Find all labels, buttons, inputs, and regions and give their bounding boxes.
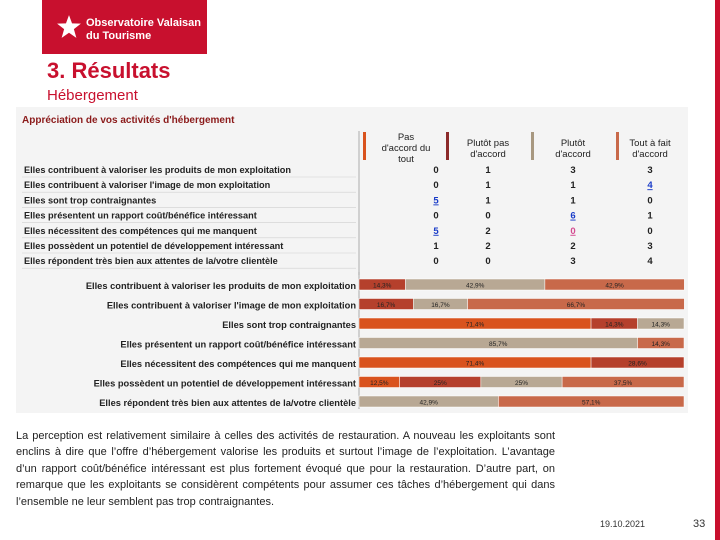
table-cell: 0 — [485, 210, 491, 222]
table-cell: 1 — [647, 210, 653, 222]
bar-row-label: Elles contribuent à valoriser les produits de mon exploitation — [85, 281, 356, 291]
bar-data-label: 16,7% — [376, 302, 396, 309]
table-row-label: Elles contribuent à valoriser l'image de mon exploitation — [24, 180, 271, 191]
column-accent-2 — [446, 132, 449, 160]
table-cell: 3 — [647, 165, 653, 176]
bar-data-label: 28,6% — [628, 360, 647, 368]
table-cell: 3 — [647, 241, 653, 252]
column-accent-1 — [363, 132, 366, 160]
column-header-2-line-2: d'accord — [470, 149, 506, 160]
bar-data-label: 14,3% — [651, 341, 670, 348]
table-cell: 0 — [485, 256, 491, 268]
appreciation-chart — [16, 107, 688, 413]
table-cell: 0 — [570, 225, 576, 237]
column-header-3-line-1: Plutôt — [560, 138, 586, 149]
bar-data-label: 16,7% — [431, 302, 450, 309]
footer-date: 19.10.2021 — [600, 519, 646, 529]
bar-row-label: Elles sont trop contraignantes — [222, 320, 356, 330]
table-cell: 2 — [485, 225, 491, 237]
table-cell: 0 — [433, 165, 439, 176]
table-cell: 1 — [485, 195, 491, 207]
bar-row-label: Elles répondent très bien aux attentes de la/votre clientèle — [99, 398, 356, 408]
bar-data-label: 14,3% — [373, 282, 392, 290]
column-header-2-line-1: Plutôt pas — [466, 138, 510, 149]
bar-data-label: 85,7% — [489, 341, 508, 348]
table-row-label: Elles sont trop contraignantes — [24, 195, 157, 206]
bar-data-label: 14,3% — [605, 321, 624, 329]
table-cell: 4 — [647, 180, 653, 192]
column-header-4-line-1: Tout à fait — [629, 138, 671, 149]
bar-row-label: Elles possèdent un potentiel de développement intéressant — [93, 378, 356, 389]
table-cell: 2 — [570, 241, 576, 252]
table-row-label: Elles contribuent à valoriser les produits de mon exploitation — [24, 165, 292, 175]
bar-row-label: Elles présentent un rapport coût/bénéfice intéressant — [120, 339, 356, 350]
table-cell: 5 — [433, 225, 439, 237]
page-subtitle: Hébergement — [47, 87, 138, 104]
bar-data-label: 42,9% — [419, 399, 438, 407]
column-header-1-line-3: tout — [398, 154, 414, 165]
table-cell: 0 — [647, 225, 653, 237]
table-cell: 3 — [570, 256, 576, 268]
table-row-label: Elles nécessitent des compétences qui me manquent — [24, 225, 257, 236]
table-cell: 1 — [485, 165, 491, 176]
table-row-label: Elles répondent très bien aux attentes de la/votre clientèle — [24, 256, 278, 267]
column-header-1-line-2: d'accord du — [381, 143, 431, 154]
table-cell: 0 — [433, 210, 439, 222]
bar-data-label: 42,9% — [465, 282, 485, 290]
column-header-1-line-1: Pas — [397, 132, 415, 143]
table-cell: 4 — [647, 256, 653, 268]
column-header-4-line-2: d'accord — [632, 149, 668, 160]
table-cell: 1 — [570, 195, 576, 207]
table-cell: 1 — [570, 180, 576, 192]
table-cell: 0 — [647, 195, 653, 207]
bar-data-label: 42,9% — [605, 282, 624, 290]
bar-data-label: 12,5% — [370, 380, 389, 387]
bar-data-label: 37,5% — [613, 380, 633, 387]
logo-text-line2: du Tourisme — [86, 30, 152, 42]
bar-data-label: 71,4% — [465, 360, 485, 368]
table-row-label: Elles présentent un rapport coût/bénéfice intéressant — [24, 210, 257, 221]
bar-data-label: 57,1% — [581, 399, 601, 407]
table-cell: 0 — [433, 180, 439, 192]
logo-text-line1: Observatoire Valaisan — [86, 17, 201, 29]
page-number: 33 — [693, 518, 706, 530]
table-cell: 2 — [485, 241, 491, 252]
right-accent-bar — [715, 0, 720, 540]
table-row-label: Elles possèdent un potentiel de développement intéressant — [24, 241, 284, 251]
table-cell: 1 — [485, 180, 491, 192]
column-header-3-line-2: d'accord — [555, 149, 591, 160]
body-paragraph: La perception est relativement similaire à celles des activités de restauration. A nouveau les exploitants sont enclins à dire que l’offre d’hébergement valorise les produits et surtout l’image de l’exploitation. L’avantage d’un rapport coût/bénéfice intéressant est plus fortement évoqué que pour la restauration. D’autre part, on remarque que les exploitants se considèrent compétents pour assumer ces tâches d’hébergement qui dans l’ensemble ne leur semblent pas trop contraignantes. — [16, 430, 555, 508]
bar-data-label: 14,3% — [651, 321, 670, 329]
column-accent-3 — [531, 132, 534, 160]
table-cell: 1 — [433, 241, 439, 252]
bar-data-label: 66,7% — [566, 302, 586, 309]
bar-row-label: Elles nécessitent des compétences qui me manquent — [120, 359, 356, 369]
table-cell: 3 — [570, 165, 576, 176]
table-cell: 6 — [570, 210, 576, 222]
column-accent-4 — [616, 132, 619, 160]
bar-data-label: 25% — [433, 380, 447, 387]
logo — [42, 0, 207, 54]
table-cell: 0 — [433, 256, 439, 268]
bar-row-label: Elles contribuent à valoriser l'image de mon exploitation — [106, 300, 356, 311]
table-cell: 5 — [433, 195, 439, 207]
star-icon — [56, 14, 82, 40]
bar-data-label: 71,4% — [465, 321, 485, 329]
chart-title: Appréciation de vos activités d'hébergement — [22, 115, 235, 126]
page-title: 3. Résultats — [47, 58, 171, 83]
bar-data-label: 25% — [514, 380, 529, 387]
